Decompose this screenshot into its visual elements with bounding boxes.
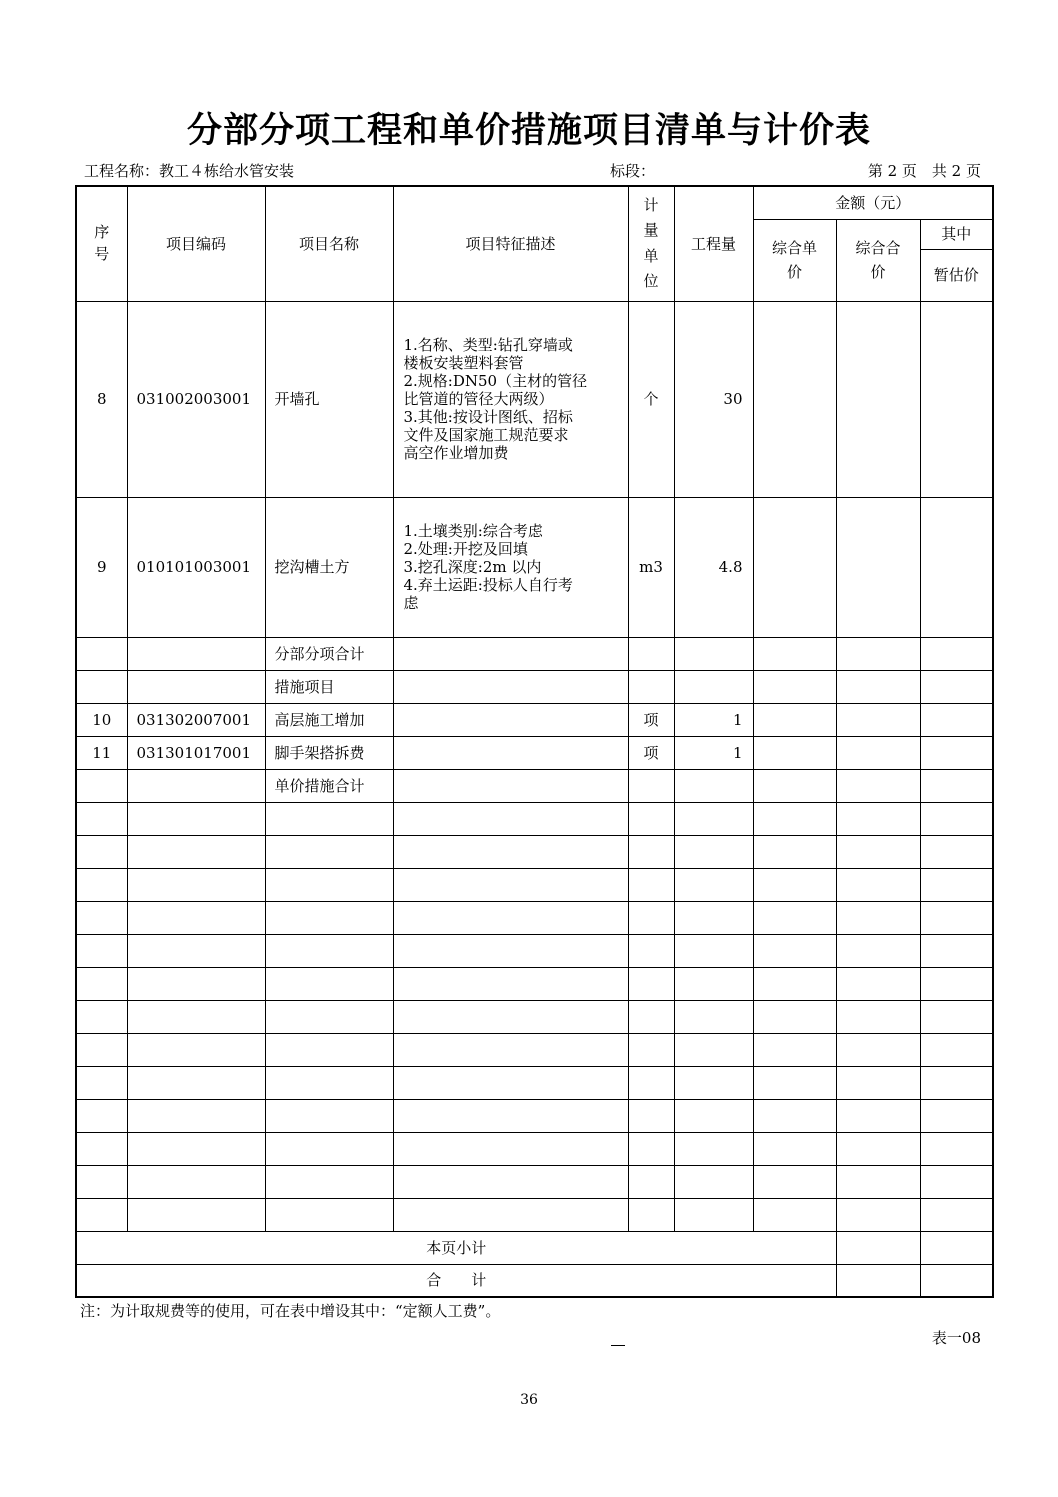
empty-cell xyxy=(127,934,265,967)
row-unit: 项 xyxy=(628,736,674,769)
row-name: 开墙孔 xyxy=(265,301,393,497)
empty-cell xyxy=(393,1198,628,1231)
header-total-price: 综合合价 xyxy=(836,219,920,301)
row-seq: 10 xyxy=(76,703,127,736)
empty-cell xyxy=(674,1198,753,1231)
table-row xyxy=(76,769,993,802)
empty-cell xyxy=(674,802,753,835)
empty-cell xyxy=(628,868,674,901)
summary-cell xyxy=(920,1264,993,1297)
empty-cell xyxy=(753,1132,836,1165)
empty-cell xyxy=(628,1198,674,1231)
row-total-price xyxy=(836,769,920,802)
empty-row xyxy=(76,934,993,967)
empty-cell xyxy=(265,1000,393,1033)
empty-cell xyxy=(393,835,628,868)
empty-cell xyxy=(836,1033,920,1066)
empty-cell xyxy=(836,1099,920,1132)
empty-row xyxy=(76,901,993,934)
empty-row xyxy=(76,1033,993,1066)
page-number: 36 xyxy=(520,1392,538,1408)
empty-cell xyxy=(628,901,674,934)
summary-cell xyxy=(920,1231,993,1264)
empty-cell xyxy=(127,1000,265,1033)
empty-cell xyxy=(753,1099,836,1132)
form-number: 表一08 xyxy=(931,1329,981,1347)
empty-cell xyxy=(628,802,674,835)
grand-total-row xyxy=(76,1264,993,1297)
header-amount: 金额（元） xyxy=(753,186,993,219)
empty-cell xyxy=(127,1165,265,1198)
row-code: 010101003001 xyxy=(127,497,265,637)
empty-cell xyxy=(76,1165,127,1198)
empty-cell xyxy=(265,868,393,901)
empty-cell xyxy=(920,1033,993,1066)
empty-cell xyxy=(836,1066,920,1099)
empty-cell xyxy=(127,1033,265,1066)
empty-cell xyxy=(674,868,753,901)
empty-row xyxy=(76,802,993,835)
empty-cell xyxy=(836,901,920,934)
empty-cell xyxy=(920,1132,993,1165)
empty-cell xyxy=(753,934,836,967)
row-code: 031301017001 xyxy=(127,736,265,769)
row-desc xyxy=(393,703,628,736)
empty-cell xyxy=(674,901,753,934)
empty-cell xyxy=(920,967,993,1000)
row-seq xyxy=(76,670,127,703)
empty-cell xyxy=(265,967,393,1000)
row-qty xyxy=(674,769,753,802)
row-name: 措施项目 xyxy=(265,670,393,703)
empty-cell xyxy=(674,934,753,967)
row-provisional xyxy=(920,497,993,637)
empty-cell xyxy=(76,934,127,967)
row-code xyxy=(127,637,265,670)
empty-cell xyxy=(753,901,836,934)
empty-cell xyxy=(674,1000,753,1033)
row-name: 挖沟槽土方 xyxy=(265,497,393,637)
table-row xyxy=(76,497,993,637)
empty-cell xyxy=(920,934,993,967)
row-unit: m3 xyxy=(628,497,674,637)
empty-cell xyxy=(753,835,836,868)
empty-cell xyxy=(76,1066,127,1099)
empty-cell xyxy=(76,901,127,934)
empty-cell xyxy=(920,802,993,835)
empty-cell xyxy=(674,1132,753,1165)
row-seq: 11 xyxy=(76,736,127,769)
empty-cell xyxy=(836,1198,920,1231)
table-row xyxy=(76,670,993,703)
page-subtotal-row-label: 本页小计 xyxy=(76,1231,836,1264)
empty-cell xyxy=(76,1132,127,1165)
empty-cell xyxy=(836,835,920,868)
empty-row xyxy=(76,868,993,901)
row-unit-price xyxy=(753,301,836,497)
header-seq: 序号 xyxy=(76,186,127,301)
empty-cell xyxy=(674,1165,753,1198)
header-provisional: 暂估价 xyxy=(920,249,993,301)
empty-cell xyxy=(265,1198,393,1231)
empty-cell xyxy=(76,1000,127,1033)
empty-cell xyxy=(76,1198,127,1231)
row-seq xyxy=(76,769,127,802)
empty-cell xyxy=(127,1132,265,1165)
row-unit-price xyxy=(753,637,836,670)
row-name: 分部分项合计 xyxy=(265,637,393,670)
empty-cell xyxy=(628,934,674,967)
row-qty: 30 xyxy=(674,301,753,497)
empty-cell xyxy=(265,835,393,868)
table-row xyxy=(76,736,993,769)
row-code: 031302007001 xyxy=(127,703,265,736)
empty-cell xyxy=(127,901,265,934)
empty-cell xyxy=(127,967,265,1000)
row-desc xyxy=(393,670,628,703)
empty-cell xyxy=(628,1099,674,1132)
empty-row xyxy=(76,1165,993,1198)
row-seq: 9 xyxy=(76,497,127,637)
row-unit: 个 xyxy=(628,301,674,497)
empty-cell xyxy=(753,967,836,1000)
empty-cell xyxy=(393,1165,628,1198)
table-row xyxy=(76,637,993,670)
page-info: 第 2 页 共 2 页 xyxy=(867,162,981,180)
empty-cell xyxy=(920,1165,993,1198)
empty-cell xyxy=(127,1198,265,1231)
empty-row xyxy=(76,1000,993,1033)
empty-cell xyxy=(265,1033,393,1066)
empty-cell xyxy=(836,802,920,835)
project-name: 工程名称：教工４栋给水管安装 xyxy=(84,162,295,180)
footnote: 注：为计取规费等的使用，可在表中增设其中：“定额人工费”。 xyxy=(80,1302,501,1320)
row-provisional xyxy=(920,769,993,802)
empty-cell xyxy=(393,1099,628,1132)
empty-cell xyxy=(753,1000,836,1033)
empty-cell xyxy=(393,1000,628,1033)
row-qty: 1 xyxy=(674,736,753,769)
section-label: 标段： xyxy=(610,162,656,180)
empty-cell xyxy=(628,1000,674,1033)
empty-cell xyxy=(76,1099,127,1132)
header-qty: 工程量 xyxy=(674,186,753,301)
empty-cell xyxy=(393,868,628,901)
empty-cell xyxy=(393,1033,628,1066)
row-unit: 项 xyxy=(628,703,674,736)
row-unit xyxy=(628,670,674,703)
empty-row xyxy=(76,1066,993,1099)
row-unit xyxy=(628,637,674,670)
empty-cell xyxy=(674,967,753,1000)
empty-cell xyxy=(127,868,265,901)
row-desc: 1.名称、类型:钻孔穿墙或 楼板安装塑料套管 2.规格:DN50（主材的管径 比管道的管径大两级） 3.其他:按设计图纸、招标 文件及国家施工规范要求 高空作业增加费 xyxy=(393,301,628,497)
header-code: 项目编码 xyxy=(127,186,265,301)
empty-cell xyxy=(836,1165,920,1198)
empty-cell xyxy=(265,1099,393,1132)
row-unit-price xyxy=(753,670,836,703)
row-seq: 8 xyxy=(76,301,127,497)
empty-cell xyxy=(920,1066,993,1099)
empty-cell xyxy=(753,802,836,835)
empty-cell xyxy=(920,1000,993,1033)
empty-cell xyxy=(753,868,836,901)
row-desc xyxy=(393,736,628,769)
grand-total-row-label: 合 计 xyxy=(76,1264,836,1297)
empty-cell xyxy=(920,1099,993,1132)
empty-cell xyxy=(628,1066,674,1099)
empty-cell xyxy=(127,802,265,835)
row-unit-price xyxy=(753,703,836,736)
page-subtotal-row xyxy=(76,1231,993,1264)
row-code xyxy=(127,670,265,703)
row-unit-price xyxy=(753,736,836,769)
row-total-price xyxy=(836,497,920,637)
row-total-price xyxy=(836,736,920,769)
row-provisional xyxy=(920,670,993,703)
empty-cell xyxy=(628,967,674,1000)
empty-row xyxy=(76,967,993,1000)
row-total-price xyxy=(836,637,920,670)
empty-row xyxy=(76,1132,993,1165)
summary-cell xyxy=(836,1231,920,1264)
empty-cell xyxy=(920,901,993,934)
empty-cell xyxy=(265,802,393,835)
empty-cell xyxy=(753,1198,836,1231)
empty-cell xyxy=(628,1132,674,1165)
empty-cell xyxy=(920,868,993,901)
row-total-price xyxy=(836,670,920,703)
row-name: 单价措施合计 xyxy=(265,769,393,802)
empty-cell xyxy=(393,802,628,835)
empty-cell xyxy=(393,901,628,934)
pricing-table xyxy=(75,185,994,1298)
row-provisional xyxy=(920,736,993,769)
empty-cell xyxy=(836,1000,920,1033)
row-qty xyxy=(674,637,753,670)
empty-cell xyxy=(753,1066,836,1099)
row-code: 031002003001 xyxy=(127,301,265,497)
header-of-which: 其中 xyxy=(920,219,993,249)
empty-cell xyxy=(753,1033,836,1066)
empty-cell xyxy=(836,934,920,967)
empty-cell xyxy=(76,967,127,1000)
empty-cell xyxy=(265,1066,393,1099)
empty-cell xyxy=(76,868,127,901)
empty-cell xyxy=(265,1165,393,1198)
row-seq xyxy=(76,637,127,670)
empty-cell xyxy=(76,1033,127,1066)
row-provisional xyxy=(920,301,993,497)
empty-row xyxy=(76,1198,993,1231)
header-unit: 计量单位 xyxy=(628,186,674,301)
empty-cell xyxy=(753,1165,836,1198)
empty-cell xyxy=(265,934,393,967)
empty-cell xyxy=(393,934,628,967)
empty-cell xyxy=(628,1165,674,1198)
row-qty: 4.8 xyxy=(674,497,753,637)
empty-cell xyxy=(836,967,920,1000)
row-provisional xyxy=(920,637,993,670)
empty-cell xyxy=(836,1132,920,1165)
row-desc xyxy=(393,769,628,802)
empty-cell xyxy=(265,1132,393,1165)
empty-cell xyxy=(674,1033,753,1066)
row-desc: 1.土壤类别:综合考虑 2.处理:开挖及回填 3.挖孔深度:2m 以内 4.弃土运距:投标人自行考 虑 xyxy=(393,497,628,637)
empty-cell xyxy=(920,1198,993,1231)
header-unit-price: 综合单价 xyxy=(753,219,836,301)
empty-cell xyxy=(127,1099,265,1132)
empty-cell xyxy=(393,967,628,1000)
empty-cell xyxy=(920,835,993,868)
row-total-price xyxy=(836,703,920,736)
header-desc: 项目特征描述 xyxy=(393,186,628,301)
row-qty xyxy=(674,670,753,703)
row-unit-price xyxy=(753,769,836,802)
row-name: 高层施工增加 xyxy=(265,703,393,736)
table-row xyxy=(76,301,993,497)
row-total-price xyxy=(836,301,920,497)
row-qty: 1 xyxy=(674,703,753,736)
row-unit xyxy=(628,769,674,802)
row-desc xyxy=(393,637,628,670)
row-provisional xyxy=(920,703,993,736)
summary-cell xyxy=(836,1264,920,1297)
empty-cell xyxy=(628,835,674,868)
empty-cell xyxy=(265,901,393,934)
table-row xyxy=(76,703,993,736)
separator-dash xyxy=(611,1345,625,1346)
empty-cell xyxy=(393,1066,628,1099)
header-name: 项目名称 xyxy=(265,186,393,301)
empty-cell xyxy=(393,1132,628,1165)
empty-row xyxy=(76,835,993,868)
empty-cell xyxy=(76,835,127,868)
empty-row xyxy=(76,1099,993,1132)
row-unit-price xyxy=(753,497,836,637)
row-name: 脚手架搭拆费 xyxy=(265,736,393,769)
empty-cell xyxy=(836,868,920,901)
empty-cell xyxy=(674,1066,753,1099)
empty-cell xyxy=(674,835,753,868)
empty-cell xyxy=(76,802,127,835)
row-code xyxy=(127,769,265,802)
empty-cell xyxy=(628,1033,674,1066)
page-title: 分部分项工程和单价措施项目清单与计价表 xyxy=(186,110,871,151)
empty-cell xyxy=(674,1099,753,1132)
empty-cell xyxy=(127,835,265,868)
empty-cell xyxy=(127,1066,265,1099)
